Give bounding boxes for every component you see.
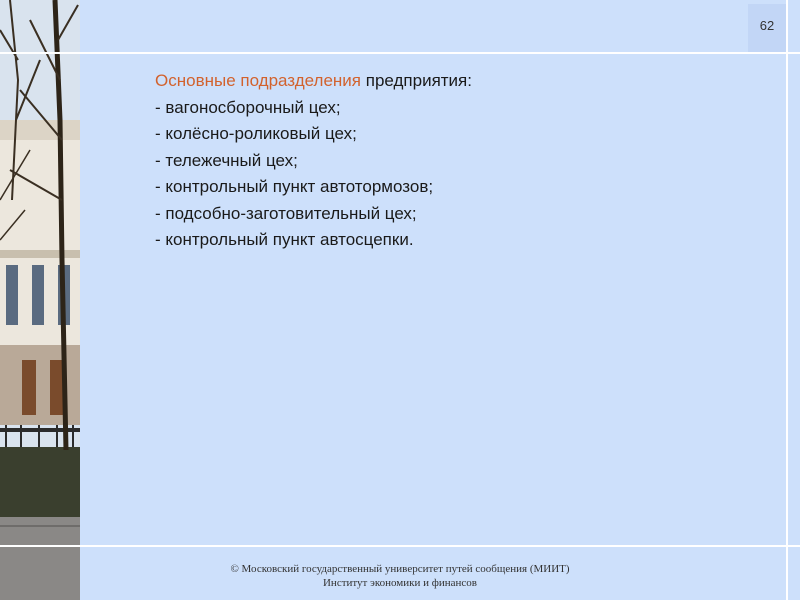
right-divider <box>786 0 788 600</box>
title-accent: Основные подразделения <box>155 71 362 90</box>
title-rest: предприятия: <box>365 71 472 90</box>
slide-content <box>155 68 755 254</box>
list-item: - контрольный пункт автосцепки. <box>155 230 414 249</box>
list-item: - вагоносборочный цех; <box>155 97 341 117</box>
footer <box>200 562 600 590</box>
top-divider <box>0 52 800 54</box>
list-item: - подсобно-заготовительный цех; <box>155 203 417 223</box>
footer-university: © Московский государственный университет путей сообщения (МИИТ) <box>230 563 570 575</box>
page-number: 62 <box>759 18 775 33</box>
list-item: - контрольный пункт автотормозов; <box>155 177 434 196</box>
bottom-divider <box>0 545 800 547</box>
building-photo <box>0 0 80 600</box>
slide-title <box>155 68 755 95</box>
list-item: - колёсно-роликовый цех; <box>155 124 357 143</box>
list-item: - тележечный цех; <box>155 150 298 170</box>
footer-institute: Институт экономики и финансов <box>322 577 478 589</box>
